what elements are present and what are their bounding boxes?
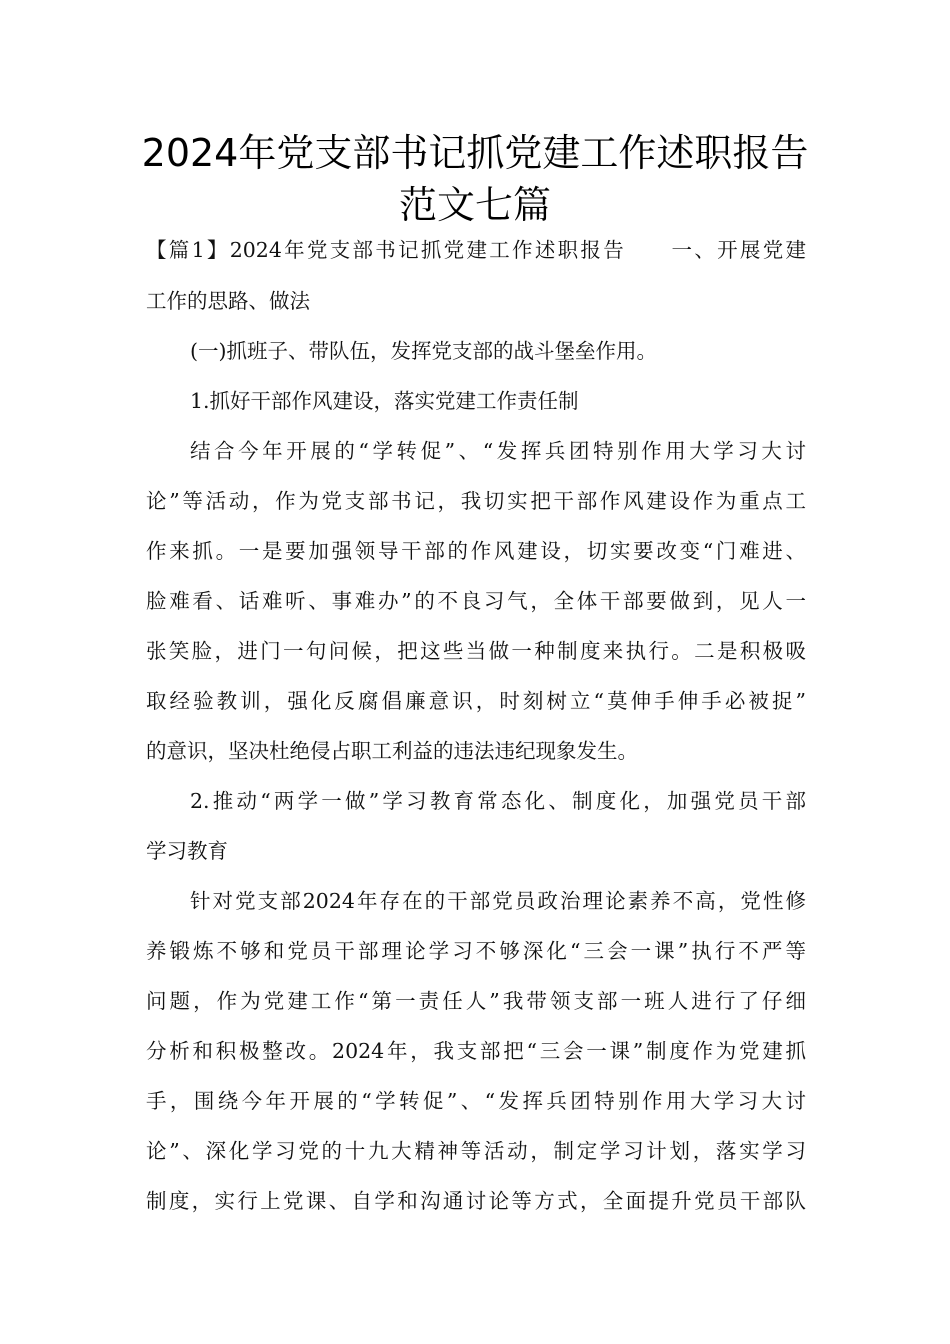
paragraph-line: 的意识，坚决杜绝侵占职工利益的违法违纪现象发生。 [146,739,638,763]
paragraph-line: 分析和积极整改。2024年，我支部把“三会一课”制度作为党建抓 [146,1039,806,1063]
paragraph-line: 脸难看、话难听、事难办”的不良习气，全体干部要做到，见人一 [146,589,806,613]
paragraph-line: 结合今年开展的“学转促”、“发挥兵团特别作用大学习大讨 [190,439,806,463]
paragraph-line: 【篇1】2024年党支部书记抓党建工作述职报告 一、开展党建 [146,238,806,262]
paragraph-line: 制度，实行上党课、自学和沟通讨论等方式，全面提升党员干部队 [146,1189,806,1213]
subsection-heading-continued: 学习教育 [146,839,228,863]
paragraph-line: 张笑脸，进门一句问候，把这些当做一种制度来执行。二是积极吸 [146,639,806,663]
paragraph-line: 问题，作为党建工作“第一责任人”我带领支部一班人进行了仔细 [146,989,806,1013]
section-heading: (一)抓班子、带队伍，发挥党支部的战斗堡垒作用。 [190,339,657,363]
document-title-line-2: 范文七篇 [398,183,551,227]
paragraph-line: 论”等活动，作为党支部书记，我切实把干部作风建设作为重点工 [146,489,806,513]
paragraph-line: 工作的思路、做法 [146,289,310,313]
paragraph-line: 取经验教训，强化反腐倡廉意识，时刻树立“莫伸手伸手必被捉” [146,689,806,713]
document-title-line-1: 2024年党支部书记抓党建工作述职报告 [141,131,809,175]
paragraph-line: 作来抓。一是要加强领导干部的作风建设，切实要改变“门难进、 [146,539,806,563]
paragraph-line: 针对党支部2024年存在的干部党员政治理论素养不高，党性修 [190,889,806,913]
subsection-heading: 1.抓好干部作风建设，落实党建工作责任制 [190,389,579,413]
paragraph-line: 论”、深化学习党的十九大精神等活动，制定学习计划，落实学习 [146,1139,806,1163]
paragraph-line: 养锻炼不够和党员干部理论学习不够深化“三会一课”执行不严等 [146,939,806,963]
subsection-heading: 2.推动“两学一做”学习教育常态化、制度化，加强党员干部 [190,789,806,813]
paragraph-line: 手，围绕今年开展的“学转促”、“发挥兵团特别作用大学习大讨 [146,1089,806,1113]
